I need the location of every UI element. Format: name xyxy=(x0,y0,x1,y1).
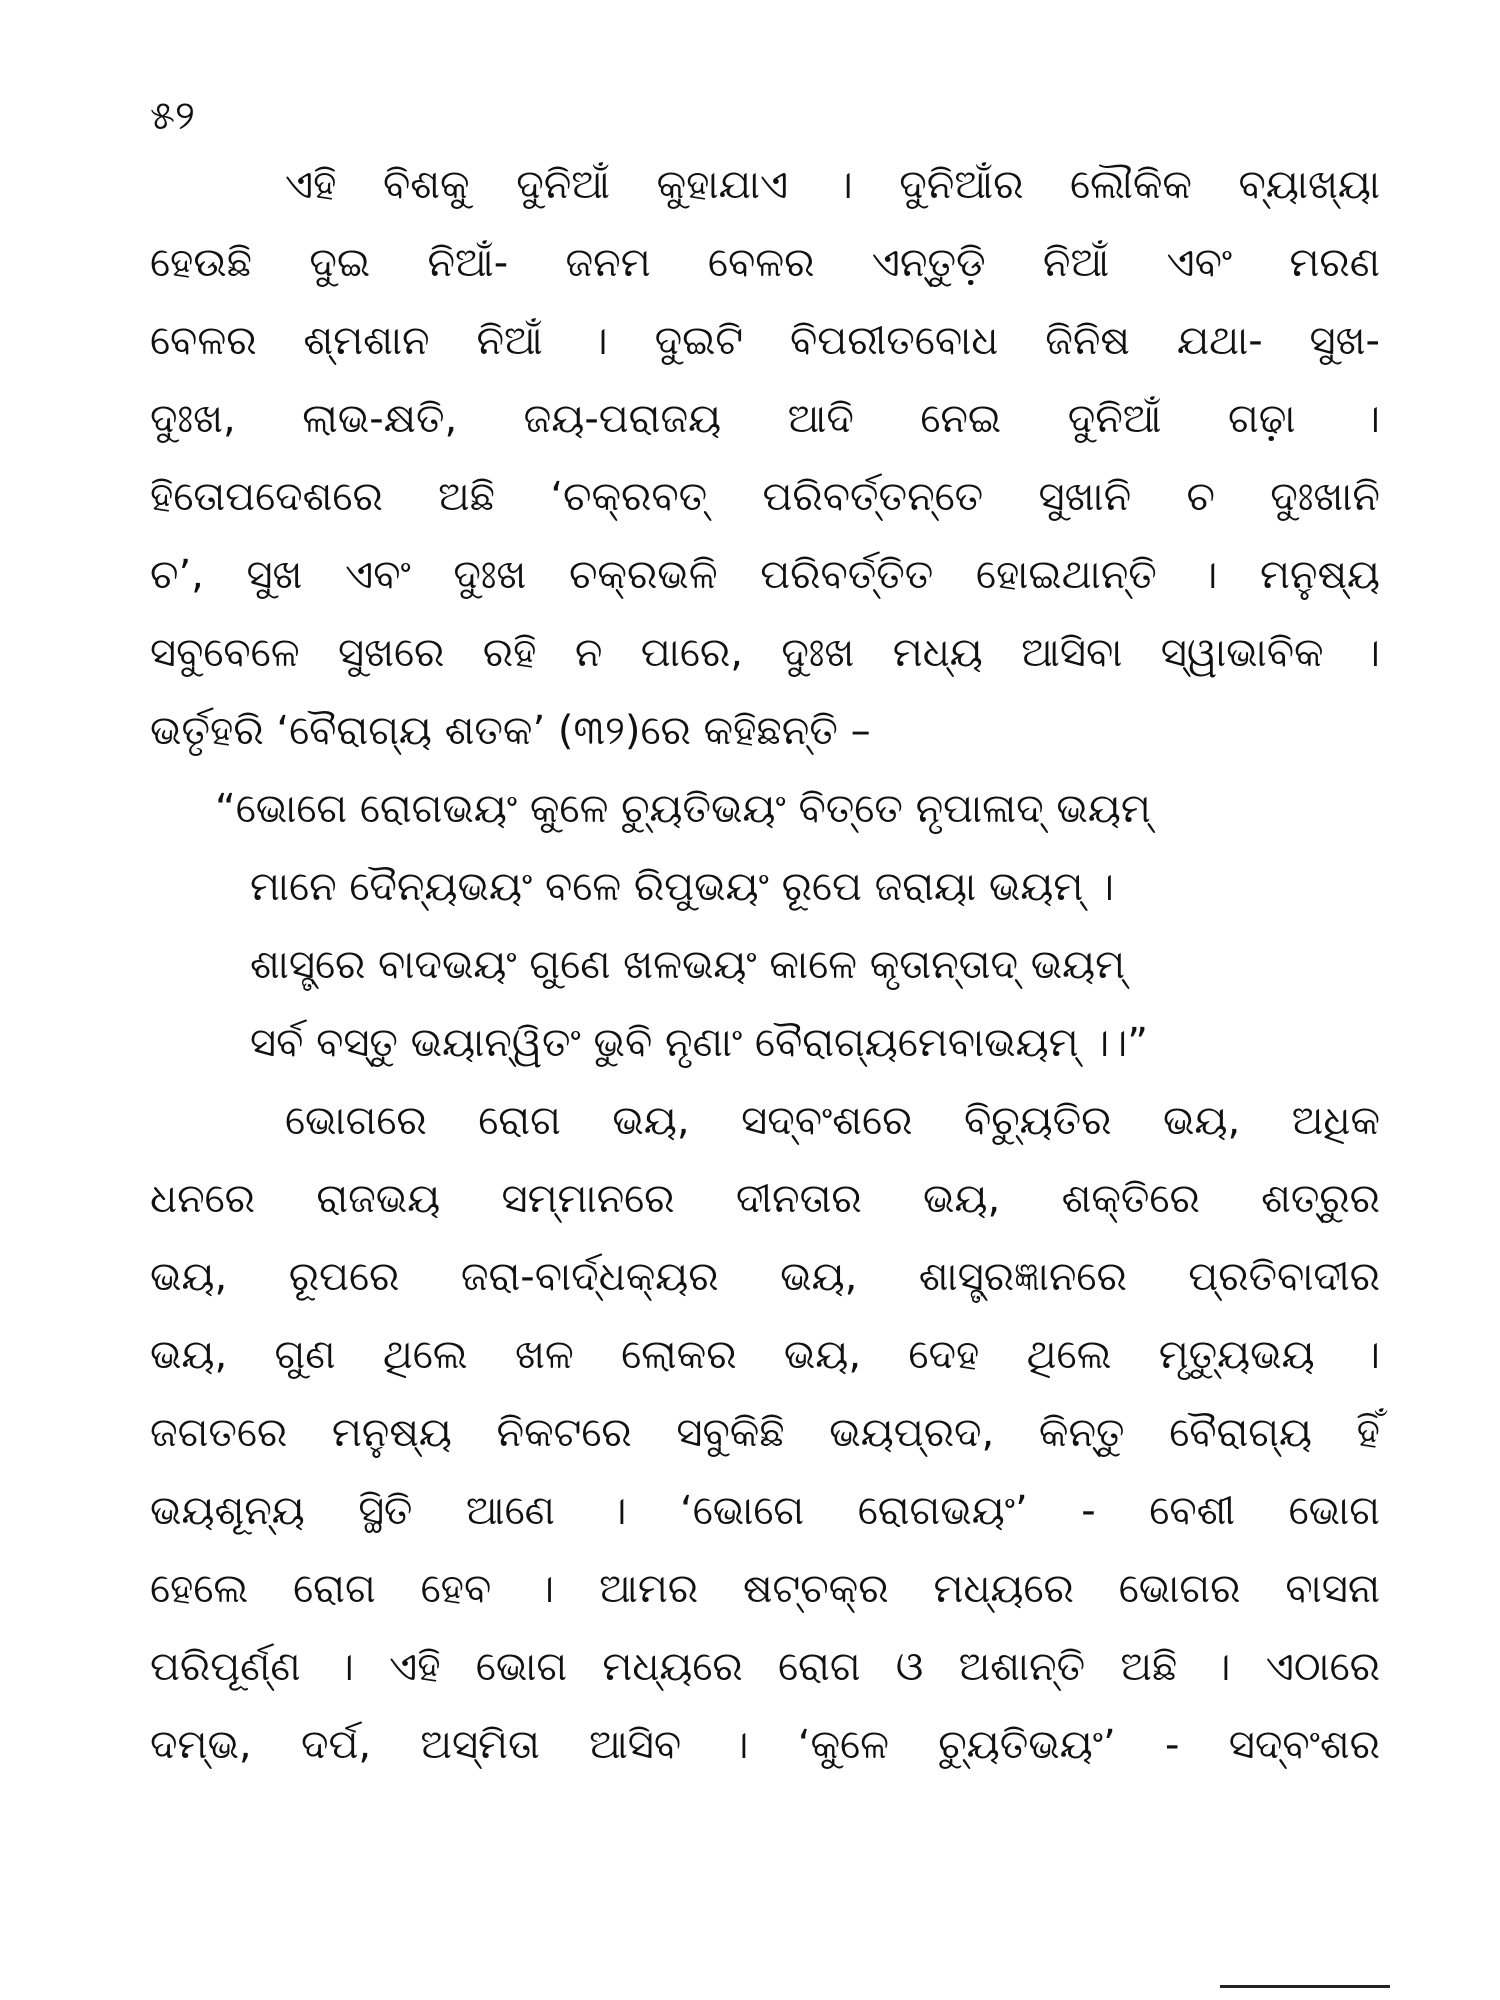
paragraph-line: ସବୁବେଳେ ସୁଖରେ ରହି ନ ପାରେ, ଦୁଃଖ ମଧ୍ୟ ଆସିବା ସ୍ୱାଭାବିକ । xyxy=(150,630,1380,676)
verse-line: ସର୍ବ ବସ୍ତୁ ଭୟାନ୍ୱିତଂ ଭୁବି ନୃଣାଂ ବୈରାଗ୍ୟମେବାଭୟମ୍ ।।” xyxy=(250,1020,1148,1066)
paragraph-line: ଭୟଶୂନ୍ୟ ସ୍ଥିତି ଆଣେ । ‘ଭୋଗେ ରୋଗଭୟଂ’ - ବେଶୀ ଭୋଗ xyxy=(150,1488,1380,1534)
paragraph-line: ହେଉଛି ଦୁଇ ନିଆଁ- ଜନମ ବେଳର ଏନ୍ତୁଡ଼ି ନିଆଁ ଏବଂ ମରଣ xyxy=(150,240,1380,286)
page-edge-rule xyxy=(1220,1985,1390,1988)
paragraph-line: ଜଗତରେ ମନୁଷ୍ୟ ନିକଟରେ ସବୁକିଛି ଭୟପ୍ରଦ, କିନ୍ତୁ ବୈରାଗ୍ୟ ହିଁ xyxy=(150,1410,1380,1456)
page-number: ୫୨ xyxy=(150,93,195,139)
paragraph-line: ଚ’, ସୁଖ ଏବଂ ଦୁଃଖ ଚକ୍ରଭଳି ପରିବର୍ତ୍ତିତ ହୋଇଥାନ୍ତି । ମନୁଷ୍ୟ xyxy=(150,552,1380,598)
verse-line: ମାନେ ଦୈନ୍ୟଭୟଂ ବଳେ ରିପୁଭୟଂ ରୂପେ ଜରାୟା ଭୟମ୍ । xyxy=(250,864,1114,910)
paragraph-line: ଭୟ, ରୂପରେ ଜରା-ବାର୍ଦ୍ଧକ୍ୟର ଭୟ, ଶାସ୍ତ୍ରଜ୍ଞାନରେ ପ୍ରତିବାଦୀର xyxy=(150,1254,1380,1300)
paragraph-line: ଧନରେ ରାଜଭୟ ସମ୍ମାନରେ ଦୀନତାର ଭୟ, ଶକ୍ତିରେ ଶତ୍ରୁର xyxy=(150,1176,1380,1222)
paragraph-line: ହେଲେ ରୋଗ ହେବ । ଆମର ଷଟ୍‌ଚକ୍ର ମଧ୍ୟରେ ଭୋଗର ବାସନା xyxy=(150,1566,1380,1612)
paragraph-line: ଏହି ବିଶକୁ ଦୁନିଆଁ କୁହାଯାଏ । ଦୁନିଆଁର ଲୌକିକ ବ୍ୟାଖ୍ୟା xyxy=(285,162,1380,208)
paragraph-line: ଦୁଃଖ, ଲାଭ-କ୍ଷତି, ଜୟ-ପରାଜୟ ଆଦି ନେଇ ଦୁନିଆଁ ଗଢ଼ା । xyxy=(150,396,1380,442)
paragraph-line: ପରିପୂର୍ଣ୍ଣ । ଏହି ଭୋଗ ମଧ୍ୟରେ ରୋଗ ଓ ଅଶାନ୍ତି ଅଛି । ଏଠାରେ xyxy=(150,1644,1380,1690)
paragraph-line: ହିତୋପଦେଶରେ ଅଛି ‘ଚକ୍ରବତ୍ ପରିବର୍ତ୍ତନ୍ତେ ସୁଖାନି ଚ ଦୁଃଖାନି xyxy=(150,474,1380,520)
paragraph-line: ଭୋଗରେ ରୋଗ ଭୟ, ସଦ୍‌ବଂଶରେ ବିଚ୍ୟୁତିର ଭୟ, ଅଧିକ xyxy=(285,1098,1380,1144)
verse-line: ଶାସ୍ତ୍ରେ ବାଦଭୟଂ ଗୁଣେ ଖଳଭୟଂ କାଳେ କୃତାନ୍ତାଦ୍ ଭୟମ୍ xyxy=(250,942,1126,988)
paragraph-line: ଭୟ, ଗୁଣ ଥିଲେ ଖଳ ଲୋକର ଭୟ, ଦେହ ଥିଲେ ମୃତ୍ୟୁଭୟ । xyxy=(150,1332,1380,1378)
verse-line: “ଭୋଗେ ରୋଗଭୟଂ କୁଳେ ଚ୍ୟୁତିଭୟଂ ବିତ୍ତେ ନୃପାଳାଦ୍ ଭୟମ୍ xyxy=(215,786,1151,832)
paragraph-line: ବେଳର ଶ୍ମଶାନ ନିଆଁ । ଦୁଇଟି ବିପରୀତବୋଧ ଜିନିଷ ଯଥା- ସୁଖ- xyxy=(150,318,1380,364)
paragraph-line: ଦମ୍ଭ, ଦର୍ପ, ଅସ୍ମିତା ଆସିବ । ‘କୁଳେ ଚ୍ୟୁତିଭୟଂ’ - ସଦ୍‌ବଂଶର xyxy=(150,1722,1380,1768)
paragraph-line: ଭର୍ତୃହରି ‘ବୈରାଗ୍ୟ ଶତକ’ (୩୨)ରେ କହିଛନ୍ତି – xyxy=(150,708,871,754)
